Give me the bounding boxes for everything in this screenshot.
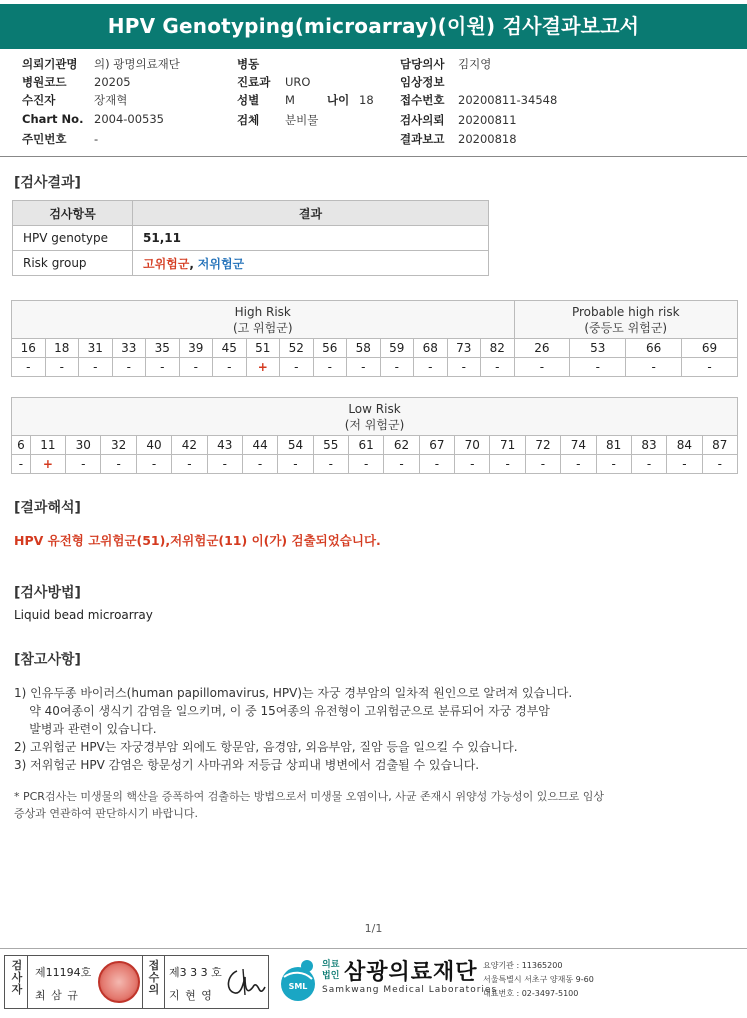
risk-group-label: Risk group [13, 251, 133, 276]
genotype-type-cell: 31 [79, 339, 113, 358]
info-department: 진료과 URO [237, 75, 311, 89]
genotype-result-cell: - [525, 455, 560, 474]
genotype-result-cell: - [172, 455, 207, 474]
genotype-type-cell: 68 [414, 339, 448, 358]
genotype-type-cell: 62 [384, 436, 419, 455]
genotype-type-cell: 74 [561, 436, 596, 455]
genotype-result-cell: - [313, 455, 348, 474]
divider [0, 156, 747, 157]
interpretation-section-title: [결과해석] [14, 500, 81, 516]
genotype-type-cell: 73 [447, 339, 481, 358]
genotype-type-cell: 52 [280, 339, 314, 358]
lab-contact [483, 959, 594, 1001]
lab-name-en: Samkwang Medical Laboratories [322, 985, 498, 995]
genotype-result-cell: - [313, 358, 347, 377]
probable-risk-header [514, 301, 738, 339]
examiner-name: 최 삼 규 [35, 989, 79, 1002]
reviewer-license-no: 제3 3 3 호 [169, 966, 222, 979]
risk-separator: , [189, 256, 194, 271]
notes-section-title: [참고사항] [14, 652, 81, 668]
genotype-type-cell: 67 [419, 436, 454, 455]
genotype-result-cell: + [30, 455, 65, 474]
results-section-title: [검사결과] [14, 175, 81, 191]
genotype-result-cell: - [384, 455, 419, 474]
genotype-result-cell: + [246, 358, 280, 377]
table-row [13, 226, 489, 251]
note-line: 1) 인유두종 바이러스(human papillomavirus, HPV)는 자궁 경부암의 일차적 원인으로 알려져 있습니다. [14, 686, 573, 700]
genotype-type-cell: 82 [481, 339, 515, 358]
pcr-footnote [14, 788, 734, 822]
genotype-type-cell: 40 [136, 436, 171, 455]
info-clinical: 임상정보 [400, 75, 445, 89]
genotype-type-cell: 55 [313, 436, 348, 455]
genotype-type-cell: 18 [45, 339, 79, 358]
genotype-result-cell: - [45, 358, 79, 377]
lab-name: 삼광의료재단 [344, 960, 478, 985]
interpretation-text: HPV 유전형 고위험군(51),저위험군(11) 이(가) 검출되었습니다. [14, 533, 381, 548]
genotype-result-cell: - [12, 455, 31, 474]
info-resident-no: 주민번호 - [22, 132, 99, 146]
genotype-result-cell: - [207, 455, 242, 474]
official-seal [98, 961, 140, 1003]
genotype-result-cell: - [278, 455, 313, 474]
genotype-type-cell: 70 [455, 436, 490, 455]
genotype-result-cell: - [347, 358, 381, 377]
examiner-license-no: 제11194호 [35, 966, 92, 979]
genotype-type-cell: 11 [30, 436, 65, 455]
high-risk-types-row [12, 339, 738, 358]
low-risk-values-row [12, 455, 738, 474]
genotype-result-cell: - [414, 358, 448, 377]
note-line: 약 40여종이 생식기 감염을 일으키며, 이 중 15여종의 유전형이 고위험군으로 분류되어 자궁 경부암 [14, 704, 550, 718]
method-text: Liquid bead microarray [14, 608, 153, 622]
genotype-type-cell: 61 [349, 436, 384, 455]
genotype-result-cell: - [596, 455, 631, 474]
genotype-result-cell: - [146, 358, 180, 377]
low-risk-title: Low Risk [348, 401, 401, 416]
genotype-value: 51,11 [133, 226, 489, 251]
genotype-type-cell: 84 [667, 436, 702, 455]
footer-divider [0, 948, 747, 949]
info-request-date: 검사의뢰 20200811 [400, 113, 517, 127]
genotype-result-cell: - [112, 358, 146, 377]
info-doctor: 담당의사 김지영 [400, 57, 492, 71]
genotype-type-cell: 69 [682, 339, 738, 358]
table-row [13, 251, 489, 276]
risk-high: 고위험군 [143, 256, 190, 271]
high-risk-header [12, 301, 515, 339]
genotype-result-cell: - [561, 455, 596, 474]
low-risk-table [11, 397, 738, 474]
genotype-type-cell: 39 [179, 339, 213, 358]
lab-code: 요양기관 : 11365200 [483, 961, 563, 970]
genotype-type-cell: 51 [246, 339, 280, 358]
genotype-result-cell: - [213, 358, 247, 377]
lab-logo [278, 955, 747, 1009]
genotype-type-cell: 83 [631, 436, 666, 455]
genotype-result-cell: - [702, 455, 737, 474]
genotype-result-cell: - [242, 455, 277, 474]
page-number: 1/1 [364, 922, 383, 935]
genotype-result-cell: - [631, 455, 666, 474]
info-hospital-code: 병원코드 20205 [22, 75, 131, 89]
note-line: 2) 고위험군 HPV는 자궁경부암 외에도 항문암, 음경암, 외음부암, 질암 등을 일으킬 수 있습니다. [14, 740, 518, 754]
genotype-type-cell: 59 [380, 339, 414, 358]
genotype-type-cell: 6 [12, 436, 31, 455]
genotype-type-cell: 32 [101, 436, 136, 455]
info-report-date: 결과보고 20200818 [400, 132, 517, 146]
high-risk-table [11, 300, 738, 377]
info-specimen: 검체 분비물 [237, 113, 319, 127]
genotype-type-cell: 72 [525, 436, 560, 455]
genotype-type-cell: 30 [66, 436, 101, 455]
note-line: 발병과 관련이 있습니다. [14, 722, 157, 736]
risk-low: 저위험군 [197, 256, 245, 271]
genotype-label: HPV genotype [13, 226, 133, 251]
high-risk-values-row [12, 358, 738, 377]
genotype-result-cell: - [179, 358, 213, 377]
lab-address: 서울특별시 서초구 양재동 9-60 [483, 975, 594, 984]
footnote-line: * PCR검사는 미생물의 핵산을 증폭하여 검출하는 방법으로서 미생물 오염이나, 사균 존재시 위양성 가능성이 있으므로 임상 [14, 790, 604, 803]
genotype-result-cell: - [79, 358, 113, 377]
genotype-type-cell: 26 [514, 339, 570, 358]
genotype-result-cell: - [490, 455, 525, 474]
note-line: 3) 저위험군 HPV 감염은 항문성기 사마귀와 저등급 상피내 병변에서 검출될 수 있습니다. [14, 758, 480, 772]
genotype-type-cell: 45 [213, 339, 247, 358]
info-sex: 성별 M 나이 18 [237, 93, 374, 107]
low-risk-types-row [12, 436, 738, 455]
info-patient-name: 수진자 장재혁 [22, 93, 128, 107]
genotype-result-cell: - [667, 455, 702, 474]
low-risk-header [12, 398, 738, 436]
genotype-type-cell: 35 [146, 339, 180, 358]
reviewer-label: 접수의 [148, 959, 160, 996]
header-result: 결과 [133, 201, 489, 226]
genotype-type-cell: 43 [207, 436, 242, 455]
genotype-type-cell: 66 [626, 339, 682, 358]
genotype-type-cell: 54 [278, 436, 313, 455]
signature-scribble [223, 961, 267, 1003]
genotype-result-cell: - [349, 455, 384, 474]
reviewer-name: 지 현 영 [169, 989, 213, 1002]
risk-group-value [133, 251, 489, 276]
genotype-type-cell: 53 [570, 339, 626, 358]
examiner-label: 검사자 [11, 959, 23, 996]
genotype-result-cell: - [447, 358, 481, 377]
genotype-result-cell: - [514, 358, 570, 377]
probable-risk-subtitle: (중등도 위험군) [584, 320, 668, 335]
genotype-type-cell: 33 [112, 339, 146, 358]
genotype-result-cell: - [626, 358, 682, 377]
info-institution: 의뢰기관명 의) 광명의료재단 [22, 57, 180, 71]
info-ward: 병동 [237, 57, 260, 71]
high-risk-title: High Risk [234, 304, 291, 319]
notes-list [14, 684, 734, 774]
genotype-type-cell: 58 [347, 339, 381, 358]
info-receipt-no: 접수번호 20200811-34548 [400, 93, 558, 107]
sml-logo-icon [278, 957, 318, 1003]
header-item: 검사항목 [13, 201, 133, 226]
logo-mark-text: SML [288, 982, 308, 991]
genotype-type-cell: 81 [596, 436, 631, 455]
genotype-result-cell: - [682, 358, 738, 377]
genotype-type-cell: 44 [242, 436, 277, 455]
genotype-type-cell: 87 [702, 436, 737, 455]
lab-type: 의료 법인 [322, 960, 340, 981]
genotype-type-cell: 56 [313, 339, 347, 358]
genotype-result-cell: - [136, 455, 171, 474]
genotype-type-cell: 42 [172, 436, 207, 455]
probable-risk-title: Probable high risk [571, 304, 680, 319]
genotype-result-cell: - [380, 358, 414, 377]
genotype-result-cell: - [101, 455, 136, 474]
genotype-result-cell: - [280, 358, 314, 377]
low-risk-subtitle: (저 위험군) [344, 417, 405, 432]
report-title: HPV Genotyping(microarray)(이원) 검사결과보고서 [0, 4, 747, 49]
genotype-type-cell: 16 [12, 339, 46, 358]
genotype-type-cell: 71 [490, 436, 525, 455]
lab-phone: 대표번호 : 02-3497-5100 [483, 989, 579, 998]
info-chart-no: Chart No. 2004-00535 [22, 112, 164, 126]
method-section-title: [검사방법] [14, 585, 81, 601]
genotype-result-cell: - [12, 358, 46, 377]
signature-box [4, 955, 269, 1009]
footnote-line: 증상과 연관하여 판단하시기 바랍니다. [14, 807, 199, 820]
genotype-result-cell: - [455, 455, 490, 474]
high-risk-subtitle: (고 위험군) [232, 320, 293, 335]
genotype-result-cell: - [570, 358, 626, 377]
genotype-result-cell: - [66, 455, 101, 474]
genotype-result-cell: - [419, 455, 454, 474]
results-table [12, 200, 489, 276]
genotype-result-cell: - [481, 358, 515, 377]
